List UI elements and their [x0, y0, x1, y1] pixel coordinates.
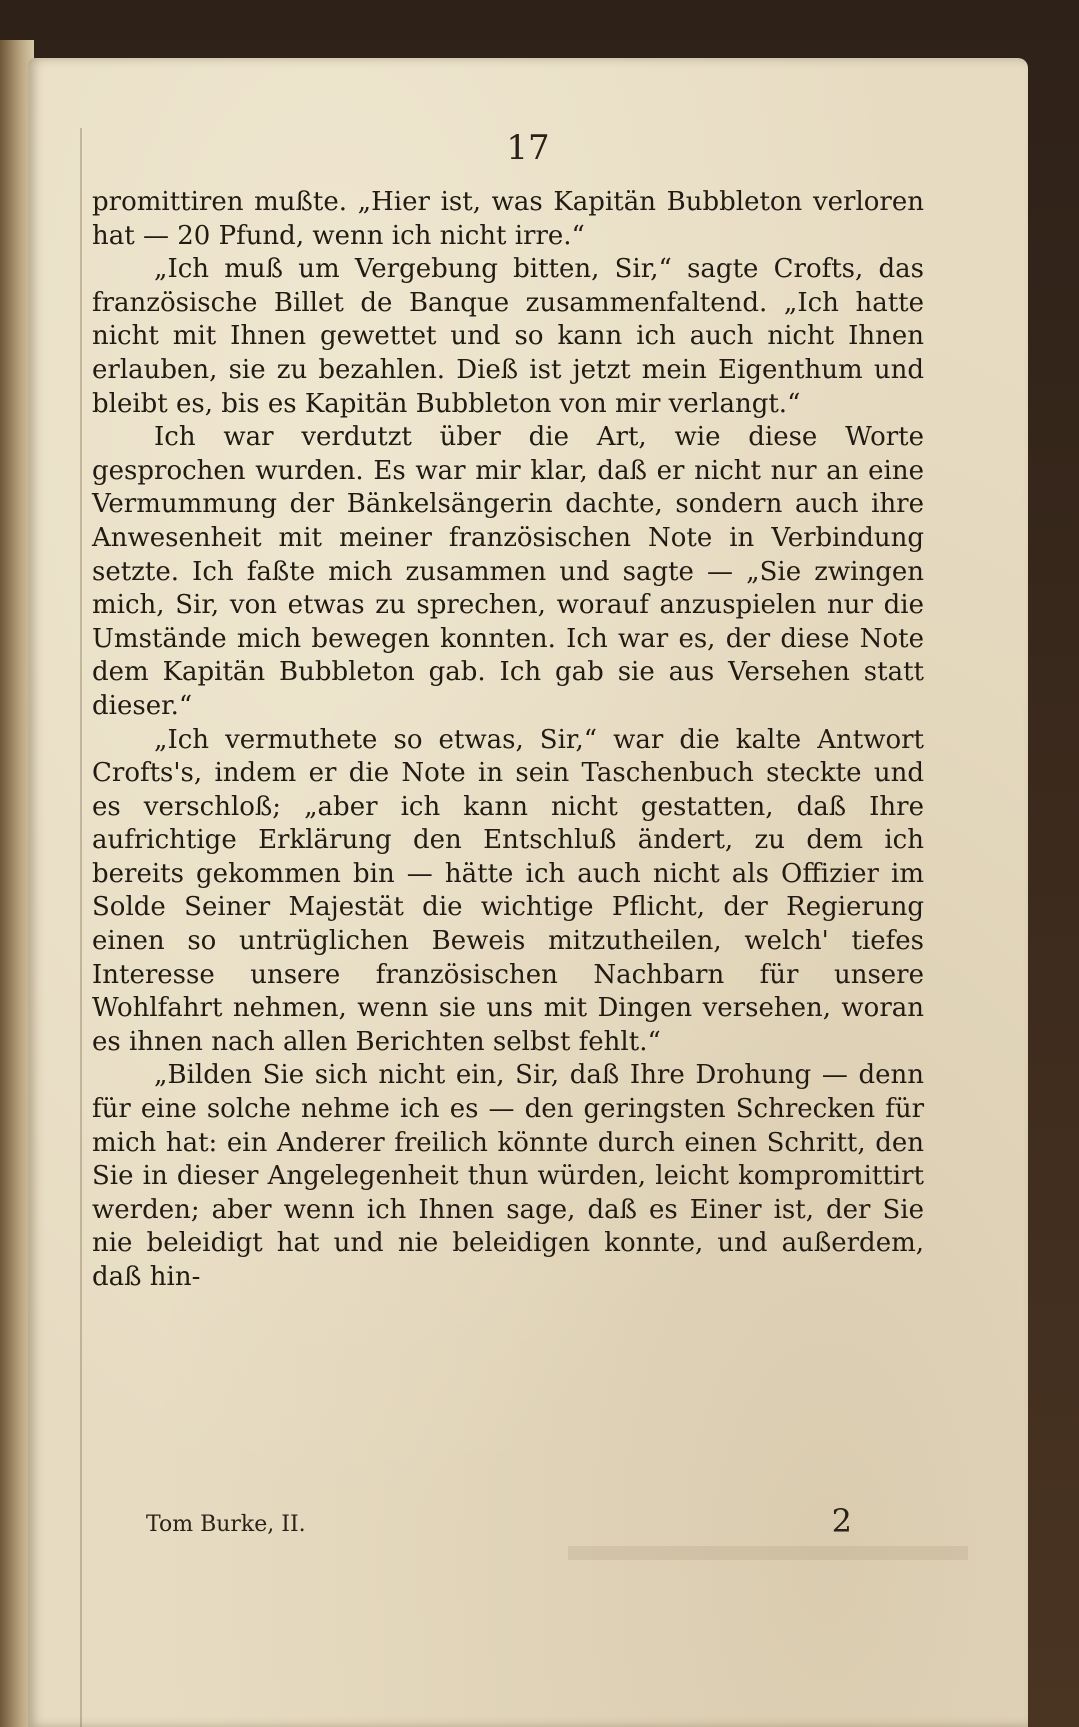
paragraph-5: „Bilden Sie sich nicht ein, Sir, daß Ihre Drohung — denn für eine solche nehme ich es — den geringsten Schrecken für mich hat: ein Anderer freilich könnte durch einen Schritt, den Sie in dieser Angelegenheit thun würden, leicht kompromittirt werden; aber wenn ich Ihnen sage, daß es Einer ist, der Sie nie beleidigt hat und nie beleidigen konnte, und außerdem, daß hin-	[92, 1060, 924, 1292]
gutter-rule	[80, 128, 82, 1727]
paragraph-3: Ich war verdutzt über die Art, wie diese Worte gesprochen wurden. Es war mir klar, daß er nicht nur an eine Vermummung der Bänkelsängerin dachte, sondern auch ihre Anwesenheit mit meiner französischen Note in Verbindung setzte. Ich faßte mich zusammen und sagte — „Sie zwingen mich, Sir, von etwas zu sprechen, worauf anzuspielen nur die Umstände mich bewegen konnten. Ich war es, der diese Note dem Kapitän Bubbleton gab. Ich gab sie aus Versehen statt dieser.“	[92, 422, 924, 721]
page-footer	[116, 1498, 948, 1538]
body-text	[92, 186, 924, 1295]
show-through-text	[568, 1546, 968, 1560]
paragraph-2: „Ich muß um Vergebung bitten, Sir,“ sagte Crofts, das französische Billet de Banque zusammenfaltend. „Ich hatte nicht mit Ihnen gewettet und so kann ich auch nicht Ihnen erlauben, sie zu bezahlen. Dieß ist jetzt mein Eigenthum und bleibt es, bis es Kapitän Bubbleton von mir verlangt.“	[92, 254, 924, 419]
signature-title: Tom Burke, II.	[146, 1512, 306, 1537]
paragraph-4: „Ich vermuthete so etwas, Sir,“ war die kalte Antwort Crofts's, indem er die Note in sein Taschenbuch steckte und es verschloß; „aber ich kann nicht gestatten, daß Ihre aufrichtige Erklärung den Entschluß ändert, zu dem ich bereits gekommen bin — hätte ich auch nicht als Offizier im Solde Seiner Majestät die wichtige Pflicht, der Regierung einen so untrüglichen Beweis mitzutheilen, welch' tiefes Interesse unsere französischen Nachbarn für unsere Wohlfahrt nehmen, wenn sie uns mit Dingen versehen, woran es ihnen nach allen Berichten selbst fehlt.“	[92, 724, 924, 1057]
page-number: 17	[506, 128, 550, 168]
paragraph-1: promittiren mußte. „Hier ist, was Kapitän Bubbleton verloren hat — 20 Pfund, wenn ich nicht irre.“	[92, 187, 924, 251]
signature-number: 2	[831, 1502, 852, 1540]
book-page	[28, 58, 1028, 1727]
